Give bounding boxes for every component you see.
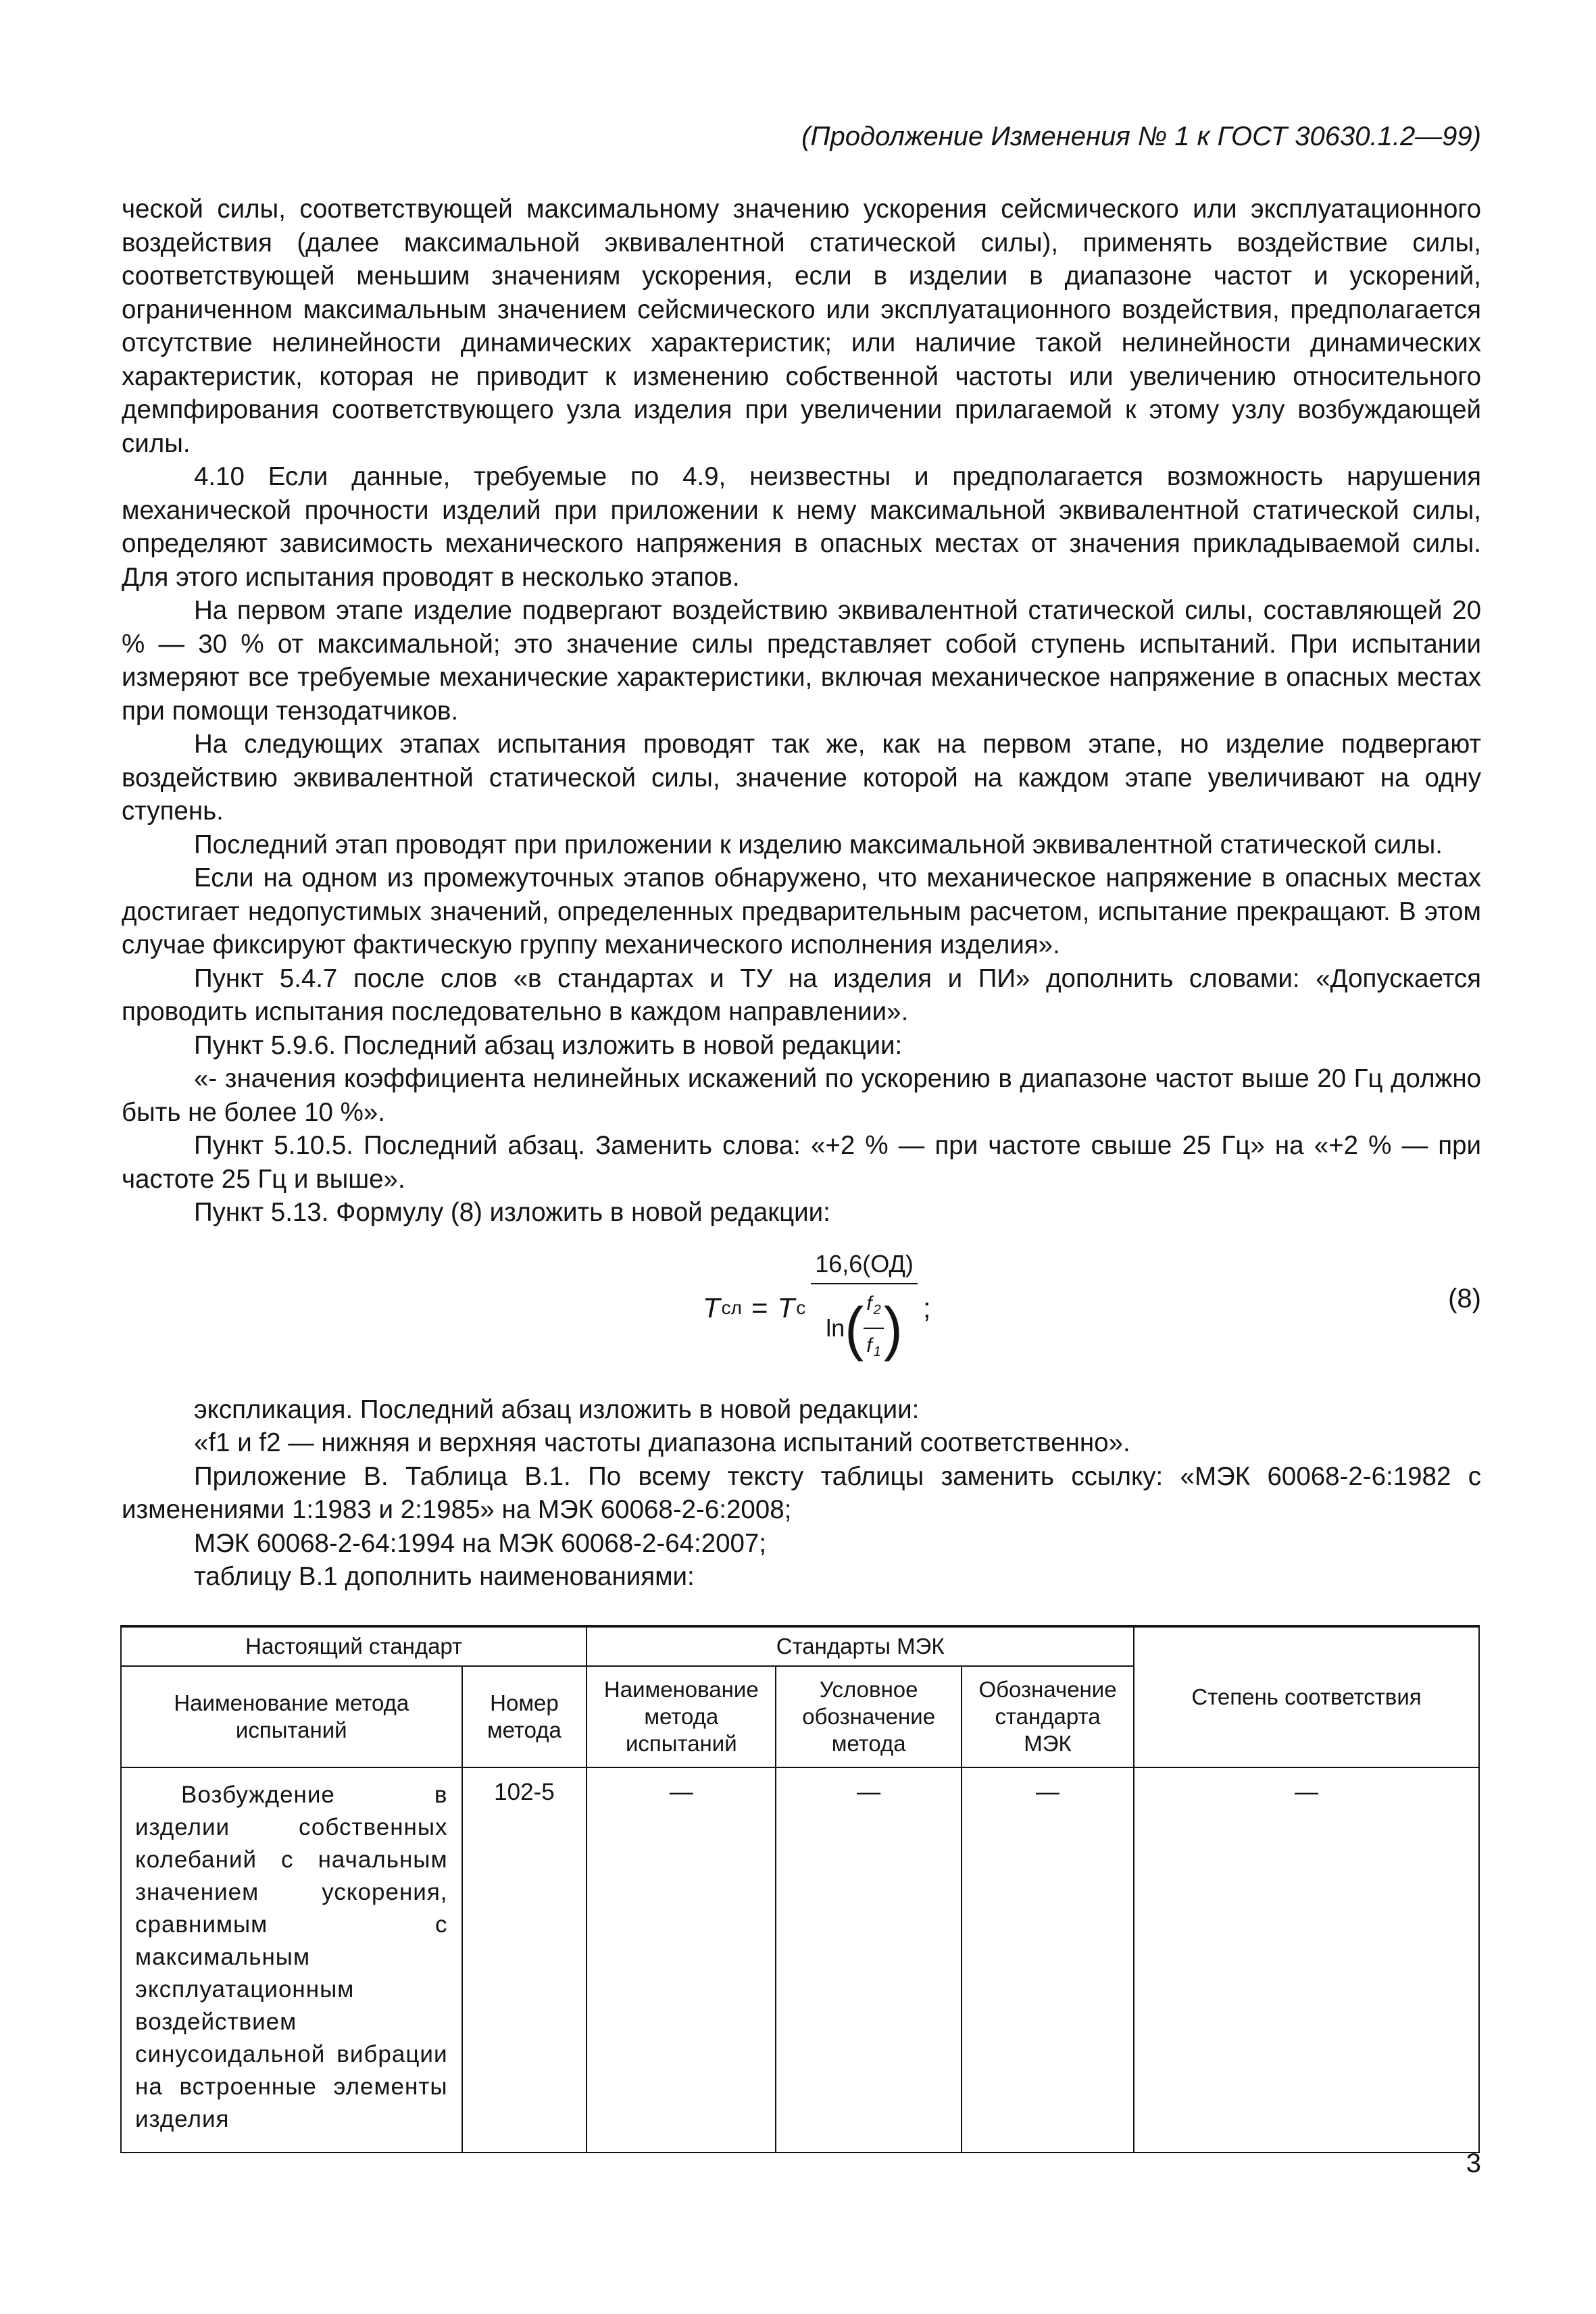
row-method-number: 102-5: [462, 1767, 587, 2153]
left-paren-glyph: (: [845, 1294, 864, 1361]
paragraph: «f1 и f2 — нижняя и верхняя частоты диапазона испытаний соответственно».: [194, 1428, 1130, 1457]
ratio-bottom: [866, 1329, 880, 1369]
formula: [703, 1247, 931, 1369]
formula-tail: ;: [922, 1292, 931, 1324]
row-iec-standard: —: [962, 1767, 1134, 2153]
page-number: 3: [1466, 2148, 1481, 2178]
formula-fraction: [811, 1247, 918, 1369]
paragraph: Если на одном из промежуточных этапов обнаружено, что механическое напряжение в опасных местах достигает недопустимых значений, определенных предварительным расчетом, испытание прекращают. В этом случае фиксируют фактическую группу механического исполнения изделия».: [122, 863, 1481, 959]
formula-lhs-sub: сл: [721, 1297, 742, 1318]
paragraph: Пункт 5.9.6. Последний абзац изложить в новой редакции:: [194, 1030, 903, 1060]
running-header: (Продолжение Изменения № 1 к ГОСТ 30630.1.2—99): [801, 122, 1481, 151]
paragraph: Приложение В. Таблица В.1. По всему тексту таблицы заменить ссылку: «МЭК 60068-2-6:1982 с изменениями 1:1983 и 2:1985» на МЭК 60068-2-6:2008;: [122, 1461, 1481, 1524]
row-iec-method-name: —: [587, 1767, 776, 2153]
header-iec-method-code: Условное обозначение метода: [776, 1666, 962, 1767]
formula-numerator: 16,6(ОД): [811, 1247, 918, 1285]
header-degree: Степень соответствия: [1134, 1626, 1479, 1767]
paragraph: Последний этап проводят при приложении к изделию максимальной эквивалентной статической силы.: [194, 830, 1443, 859]
formula-block: [122, 1240, 1481, 1376]
row-degree: —: [1134, 1767, 1479, 2153]
paragraph: 4.10 Если данные, требуемые по 4.9, неизвестны и предполагается возможность нарушения механической прочности изделий при приложении к нему максимальной эквивалентной статической силы, определяют зависимость механического напряжения в опасных местах от значения прикладываемой силы. Для этого испытания проводят в несколько этапов.: [122, 462, 1481, 592]
row-method-name: Возбуждение в изделии собственных колебаний с начальным значением ускорения, сравнимым с максимальным эксплуатационным воздействием синусоидальной вибрации на встроенные элементы изделия: [121, 1767, 462, 2153]
formula-number: (8): [1448, 1283, 1481, 1313]
table-row: [121, 1767, 1479, 2153]
frequency-ratio: [864, 1287, 883, 1369]
formula-lhs: T: [703, 1292, 720, 1324]
paragraph: «- значения коэффициента нелинейных искажений по ускорению в диапазоне частот выше 20 Гц должно быть не более 10 %».: [122, 1064, 1481, 1127]
header-iec-standard: Обозначение стандарта МЭК: [962, 1666, 1134, 1767]
paragraph: На первом этапе изделие подвергают воздействию эквивалентной статической силы, составляющей 20 % — 30 % от максимальной; это значение силы представляет собой ступень испытаний. При испытании измеряют все требуемые механические характеристики, включая механическое напряжение в опасных местах при помощи тензодатчиков.: [122, 596, 1481, 726]
f1-sub: 1: [873, 1344, 881, 1359]
paragraph: Пункт 5.13. Формулу (8) изложить в новой редакции:: [194, 1198, 830, 1227]
formula-denominator: [826, 1284, 902, 1369]
f2-symbol: f: [866, 1292, 872, 1315]
formula-ln: ln: [826, 1313, 845, 1342]
right-paren-glyph: ): [883, 1294, 903, 1361]
paragraph: ческой силы, соответствующей максимальному значению ускорения сейсмического или эксплуатационного воздействия (далее максимальной эквивалентной статической силы), применять воздействие силы, соответствующей меньшим значениям ускорения, если в изделии в диапазоне частот и ускорений, ограниченном максимальным значением сейсмического или эксплуатационного воздействия, предполагается отсутствие нелинейности динамических характеристик; или наличие такой нелинейности динамических характеристик, которая не приводит к изменению собственной частоты или увеличению относительного демпфирования соответствующего узла изделия при увеличении прилагаемой к этому узлу возбуждающей силы.: [122, 195, 1481, 458]
formula-equals: =: [751, 1292, 768, 1324]
f1-symbol: f: [866, 1334, 872, 1357]
formula-rhs: T: [777, 1292, 795, 1324]
paragraph: таблицу В.1 дополнить наименованиями:: [194, 1562, 695, 1591]
header-iec-method-name: Наименование метода испытаний: [587, 1666, 776, 1767]
paragraph: Пункт 5.4.7 после слов «в стандартах и ТУ на изделия и ПИ» дополнить словами: «Допускается проводить испытания последовательно в каждом направлении».: [122, 963, 1481, 1026]
paragraph: Пункт 5.10.5. Последний абзац. Заменить слова: «+2 % — при частоте свыше 25 Гц» на «+2 % — при частоте 25 Гц и выше».: [122, 1131, 1481, 1194]
header-group-standard: Настоящий стандарт: [121, 1626, 587, 1666]
header-method-number: Номер метода: [462, 1666, 587, 1767]
row-iec-method-code: —: [776, 1767, 962, 2153]
f2-sub: 2: [873, 1303, 881, 1317]
paragraph: МЭК 60068-2-64:1994 на МЭК 60068-2-64:2007;: [194, 1528, 767, 1558]
formula-rhs-sub: с: [796, 1297, 806, 1318]
paragraph: экспликация. Последний абзац изложить в новой редакции:: [194, 1394, 920, 1424]
amendment-table: [120, 1625, 1480, 2153]
ratio-top: [864, 1287, 883, 1329]
header-method-name: Наименование метода испытаний: [121, 1666, 462, 1767]
paragraph: На следующих этапах испытания проводят так же, как на первом этапе, но изделие подвергают воздействию эквивалентной статической силы, значение которой на каждом этапе увеличивают на одну ступень.: [122, 730, 1481, 826]
header-group-iec: Стандарты МЭК: [587, 1626, 1134, 1666]
body-text: [122, 193, 1481, 1594]
